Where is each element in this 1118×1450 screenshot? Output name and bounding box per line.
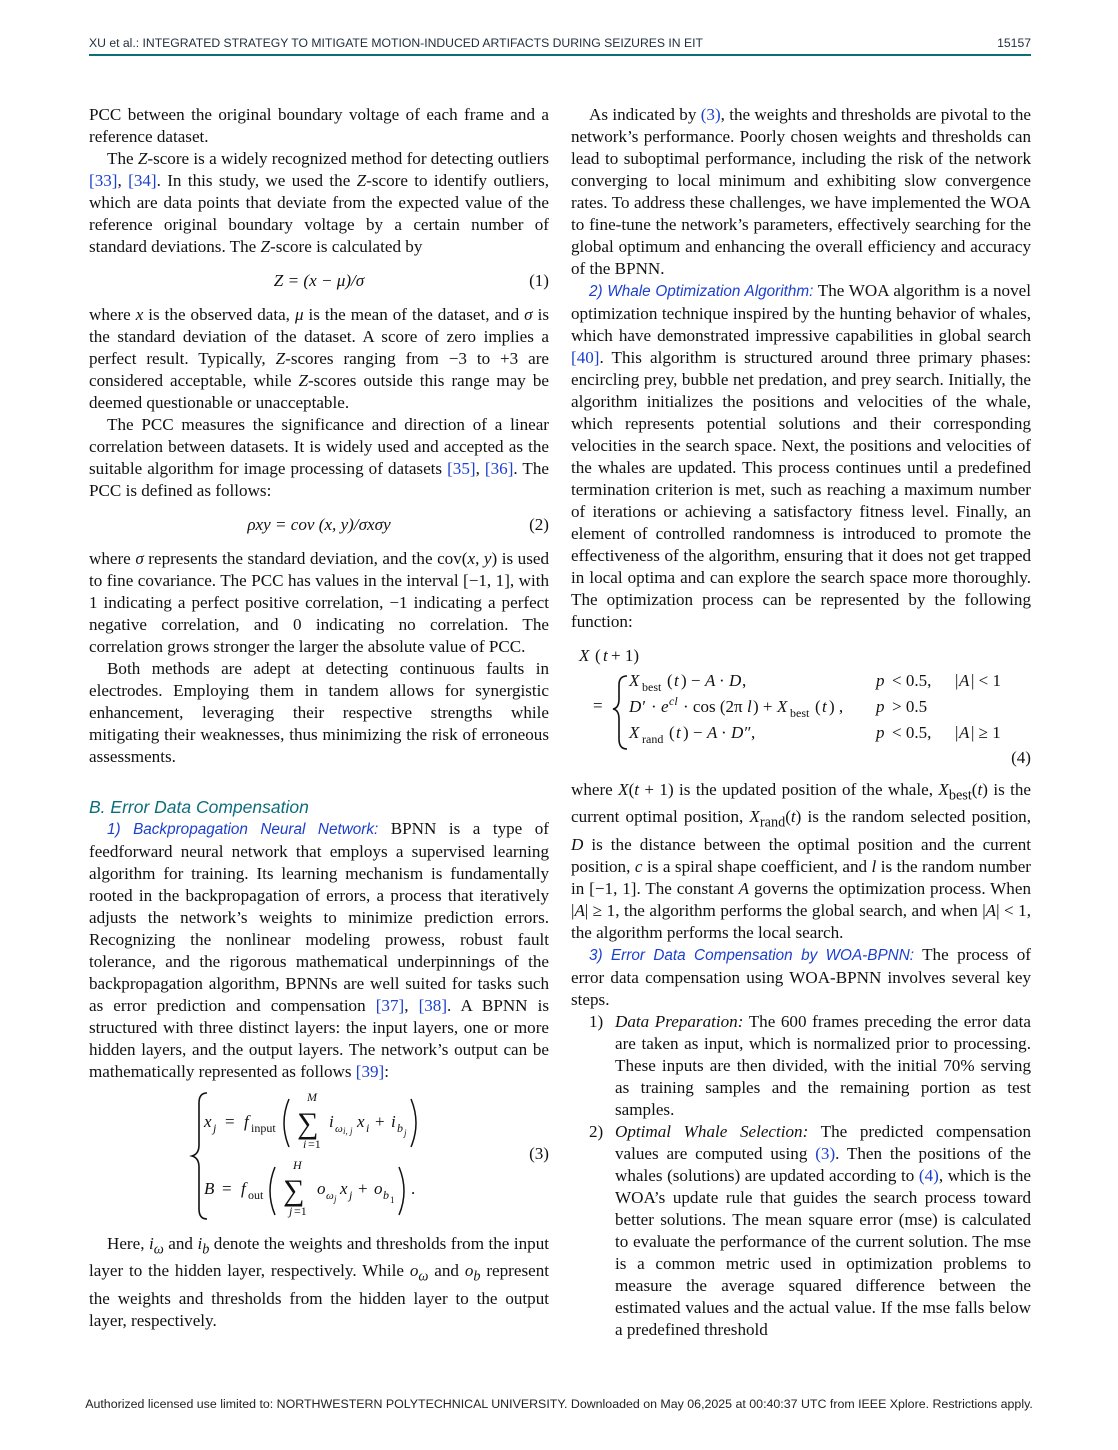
paragraph-bpnn: 1) Backpropagation Neural Network: BPNN is a type of feedforward neural network that employs a supervised learning algorithm for training. Its learning mechanism is fundamentally rooted in the backpropagation of errors, a process that iteratively adjusts the network’s weights to minimize prediction errors. Recognizing the nonlinear modeling prowess, robust fault tolerance, and the rigorous mathematical underpinnings of the backpropagation algorithm, BPNNs are well suited for tasks such as error prediction and compensation [37], [38]. A BPNN is structured with three distinct layers: the input layers, one or more hidden layers, and the output layers. The network’s output can be mathematically represented as follows [39]: bbox=[89, 819, 549, 1081]
svg-text:i, j: i, j bbox=[343, 1126, 353, 1136]
svg-text:f: f bbox=[241, 1179, 246, 1198]
svg-text:p: p bbox=[876, 723, 885, 742]
svg-text:l: l bbox=[747, 697, 752, 716]
license-footer: Authorized licensed use limited to: NORTHWESTERN POLYTECHNICAL UNIVERSITY. Downloaded on May 06,2025 at 00:40:37 UTC from IEEE Xplore. Restrictions apply. bbox=[85, 1397, 1033, 1411]
svg-text:A: A bbox=[707, 723, 718, 742]
svg-text:rand: rand bbox=[642, 732, 664, 746]
svg-text:H: H bbox=[293, 1158, 302, 1172]
equation-2 bbox=[89, 508, 549, 542]
svg-text:1: 1 bbox=[390, 1195, 395, 1205]
equation-link-3[interactable]: (3) bbox=[815, 1143, 836, 1163]
svg-text:(: ( bbox=[669, 723, 675, 742]
svg-text:(: ( bbox=[667, 671, 673, 690]
citation-35[interactable]: [35] bbox=[447, 459, 476, 478]
svg-text:=1: =1 bbox=[294, 1204, 307, 1218]
paragraph-pcc: The PCC measures the significance and direction of a linear correlation between datasets. It is widely used and accepted as the suitable algorithm for image processing of datasets [35], [36]. The PCC is defined as follows: bbox=[89, 415, 549, 500]
paragraph: where x is the observed data, μ is the mean of the dataset, and σ is the standard deviation of the dataset. A score of zero implies a perfect result. Typically, Z-scores ranging from −3 to +3 are considered acceptable, while Z-scores outside this range may be deemed questionable or unacceptable. bbox=[89, 305, 549, 412]
equation-2-body: ρxy = cov (x, y)/σxσy bbox=[247, 515, 391, 534]
svg-text:(: ( bbox=[815, 697, 821, 716]
svg-text:i: i bbox=[391, 1112, 396, 1131]
svg-text:x: x bbox=[340, 1179, 348, 1198]
paragraph: Here, $i_\omega$ and $i_b$ denote the weights and thresholds from the input layer to the hidden layer, respectively. While $o_\omega$ and $o_b$ represent the weights and thresholds from the hidden layer to the output layer, respectively. bbox=[89, 1234, 549, 1330]
svg-text:o: o bbox=[374, 1179, 383, 1198]
svg-text:+ 1): + 1) bbox=[611, 646, 639, 665]
equation-4 bbox=[571, 643, 1031, 771]
svg-text:D: D bbox=[729, 671, 742, 690]
svg-text:=1: =1 bbox=[308, 1137, 321, 1151]
svg-text:i: i bbox=[329, 1112, 334, 1131]
svg-text:j: j bbox=[334, 1194, 337, 1204]
paragraph-woa: 2) Whale Optimization Algorithm: The WOA algorithm is a novel optimization technique inspired by the hunting behavior of whales, which have demonstrated impressive capabilities in global search [40]. This algorithm is structured around three primary phases: encircling prey, bubble net predation, and prey search. Initially, the algorithm initializes the positions and velocities of the whale, which represents potential solutions and their corresponding velocities in the search space. Next, the positions and velocities of the whales are updated. This process continues until a predefined termination criterion is met, such as reaching a maximum number of iterations or achieving a satisfactory fitness level. Finally, an element of controlled randomness is introduced to promote the effectiveness of the algorithm, ensuring that it does not get trapped in local optima and can explore the search space more thoroughly. The optimization process can be represented by the following function: bbox=[571, 281, 1031, 631]
svg-text:X: X bbox=[579, 646, 590, 665]
svg-text:input: input bbox=[251, 1121, 276, 1135]
equation-number: (4) bbox=[1011, 748, 1031, 767]
equation-number: (3) bbox=[529, 1144, 549, 1163]
citation-37[interactable]: [37] bbox=[375, 996, 405, 1015]
left-column bbox=[89, 104, 549, 1332]
svg-text:X: X bbox=[777, 697, 788, 716]
paragraph: As indicated by (3), the weights and thresholds are pivotal to the network’s performance. Poorly chosen weights and thresholds can lead to suboptimal performance, including the risk of the network converging to local minimum and exhibiting slow convergence rates. To address these challenges, we have implemented the WOA to fine-tune the network’s parameters, effectively searching for the global optimum and enhancing the overall efficiency and accuracy of the BPNN. bbox=[571, 105, 1031, 278]
svg-text:best: best bbox=[790, 706, 810, 720]
subsection-heading: 2) Whale Optimization Algorithm: bbox=[589, 283, 814, 300]
running-title: XU et al.: INTEGRATED STRATEGY TO MITIGATE MOTION-INDUCED ARTIFACTS DURING SEIZURES IN EIT bbox=[89, 36, 703, 50]
citation-36[interactable]: [36] bbox=[484, 459, 514, 478]
svg-text:o: o bbox=[317, 1179, 326, 1198]
svg-text:=: = bbox=[593, 696, 603, 715]
citation-39[interactable]: [39] bbox=[355, 1062, 385, 1081]
svg-text:+: + bbox=[375, 1112, 385, 1131]
svg-text:x: x bbox=[357, 1112, 365, 1131]
svg-text:j: j bbox=[349, 1188, 353, 1202]
paragraph-woa-bpnn: 3) Error Data Compensation by WOA-BPNN: The process of error data compensation using WOA-BPNN involves several key steps. bbox=[571, 944, 1031, 1009]
svg-text:∑: ∑ bbox=[283, 1174, 305, 1207]
list-item: 2) Optimal Whale Selection: The predicted compensation values are computed using (3). Then the positions of the whales (solutions) are updated according to (4), which is the WOA’s update rule that guides the search process toward better solutions. The mean square error (mse) is calculated to evaluate the performance of the current solution. The mse is a common metric used in optimization problems to measure the average squared difference between the estimated values and the actual value. If the mse falls below a predefined threshold bbox=[589, 1121, 1032, 1339]
equation-link-4[interactable]: (4) bbox=[918, 1165, 939, 1185]
paragraph-zscore: The Z-score is a widely recognized method for detecting outliers [33], [34]. In this study, we used the Z-score to identify outliers, which are data points that deviate from the expected value of the reference original boundary voltage by a certain number of standard deviations. The Z-score is calculated by bbox=[89, 149, 550, 256]
section-heading: B. Error Data Compensation bbox=[89, 797, 309, 817]
svg-text:=: = bbox=[222, 1179, 232, 1198]
svg-text:·: · bbox=[719, 671, 725, 690]
svg-text:(: ( bbox=[595, 646, 601, 665]
svg-text:.: . bbox=[411, 1179, 416, 1198]
svg-text:·: · bbox=[651, 697, 657, 716]
paragraph: where X(t + 1) is the updated position of the whale, $X_{best}(t)$ is the current optimal position, $X_{rand}(t)$ is the random selected position, D is the distance between the optimal position and the current position, c is a spiral shape coefficient, and l is the random number in [−1, 1]. The constant A governs the optimization process. When |A| ≥ 1, the algorithm performs the global search, and when |A| < 1, the algorithm performs the local search. bbox=[571, 780, 1031, 942]
svg-text:A: A bbox=[705, 671, 716, 690]
svg-text:f: f bbox=[244, 1112, 249, 1131]
subsection-heading: 3) Error Data Compensation by WOA-BPNN: bbox=[589, 946, 914, 964]
svg-text:=: = bbox=[225, 1112, 235, 1131]
svg-text:b: b bbox=[383, 1188, 389, 1202]
svg-text:A: A bbox=[959, 723, 970, 742]
equation-number: (1) bbox=[529, 271, 549, 290]
svg-text:j: j bbox=[213, 1121, 217, 1135]
svg-text:< 0.5,: < 0.5, bbox=[892, 723, 932, 742]
equation-1-body: Z = (x − μ)/σ bbox=[273, 271, 365, 290]
svg-text:D′: D′ bbox=[629, 697, 645, 716]
svg-text:ω: ω bbox=[326, 1190, 334, 1202]
paragraph: PCC between the original boundary voltage of each frame and a reference dataset. bbox=[89, 105, 549, 146]
equation-3 bbox=[89, 1087, 549, 1225]
equation-link-3[interactable]: (3) bbox=[700, 105, 721, 124]
svg-text:|: | bbox=[955, 723, 959, 742]
svg-text:< 0.5,: < 0.5, bbox=[892, 671, 932, 690]
svg-text:) −: ) − bbox=[681, 671, 701, 690]
steps-list bbox=[571, 1011, 1031, 1341]
svg-text:out: out bbox=[248, 1188, 264, 1202]
page-number: 15157 bbox=[997, 36, 1031, 50]
subsection-heading: 1) Backpropagation Neural Network: bbox=[107, 821, 379, 838]
svg-text:| < 1: | < 1 bbox=[971, 671, 1001, 690]
svg-text:X: X bbox=[629, 723, 640, 742]
svg-text:,: , bbox=[751, 723, 756, 742]
citation-40[interactable]: [40] bbox=[571, 348, 600, 367]
equation-3-graphic bbox=[89, 1087, 549, 1225]
equation-1 bbox=[89, 264, 549, 298]
svg-text:) ,: ) , bbox=[829, 697, 844, 716]
svg-text:e: e bbox=[661, 697, 669, 716]
svg-text:B: B bbox=[204, 1179, 215, 1198]
svg-text:cl: cl bbox=[669, 694, 678, 708]
svg-text:p: p bbox=[876, 697, 885, 716]
svg-text:b: b bbox=[397, 1121, 403, 1135]
svg-text:,: , bbox=[742, 671, 747, 690]
svg-text:x: x bbox=[204, 1112, 212, 1131]
svg-text:A: A bbox=[959, 671, 970, 690]
svg-text:t: t bbox=[676, 723, 681, 742]
svg-text:ω: ω bbox=[335, 1123, 343, 1135]
svg-text:j: j bbox=[404, 1128, 407, 1138]
svg-text:> 0.5: > 0.5 bbox=[892, 697, 928, 716]
svg-text:j: j bbox=[289, 1204, 293, 1218]
svg-text:i: i bbox=[366, 1121, 370, 1135]
svg-text:|: | bbox=[955, 671, 959, 690]
citation-34[interactable]: [34] bbox=[128, 171, 157, 190]
equation-4-graphic bbox=[571, 643, 1031, 771]
header-rule bbox=[89, 54, 1031, 56]
svg-text:) +: ) + bbox=[753, 697, 773, 716]
svg-text:· cos (2π: · cos (2π bbox=[683, 697, 743, 716]
svg-text:∑: ∑ bbox=[297, 1107, 319, 1140]
svg-text:) −: ) − bbox=[683, 723, 703, 742]
paragraph: Both methods are adept at detecting continuous faults in electrodes. Employing them in tandem allows for synergistic enhancement, leveraging their respective strengths while mitigating their weaknesses, thus minimizing the risk of erroneous assessments. bbox=[89, 659, 549, 766]
svg-text:t: t bbox=[603, 646, 608, 665]
svg-text:M: M bbox=[307, 1090, 317, 1104]
svg-text:| ≥ 1: | ≥ 1 bbox=[971, 723, 1001, 742]
right-column bbox=[571, 104, 1031, 1341]
svg-text:X: X bbox=[629, 671, 640, 690]
svg-text:t: t bbox=[822, 697, 827, 716]
svg-text:best: best bbox=[642, 680, 662, 694]
svg-text:t: t bbox=[674, 671, 679, 690]
paragraph: where σ represents the standard deviation, and the cov(x, y) is used to fine covariance. The PCC has values in the interval [−1, 1], with 1 indicating a perfect positive correlation, −1 indicating a perfect negative correlation, and 0 indicating no correlation. The correlation grows stronger the larger the absolute value of PCC. bbox=[89, 549, 549, 656]
svg-text:D″: D″ bbox=[731, 723, 751, 742]
svg-text:p: p bbox=[876, 671, 885, 690]
list-item: 1) Data Preparation: The 600 frames preceding the error data are taken as input, which is normalized prior to processing. These inputs are then divided, with the initial 70% serving as training samples and the remaining portion as test samples. bbox=[589, 1011, 1031, 1119]
svg-text:i: i bbox=[303, 1137, 307, 1151]
svg-text:·: · bbox=[721, 723, 727, 742]
svg-text:+: + bbox=[358, 1179, 368, 1198]
equation-number: (2) bbox=[529, 515, 549, 534]
running-header bbox=[89, 36, 1031, 52]
citation-38[interactable]: [38] bbox=[418, 996, 448, 1015]
citation-33[interactable]: [33] bbox=[89, 171, 118, 190]
